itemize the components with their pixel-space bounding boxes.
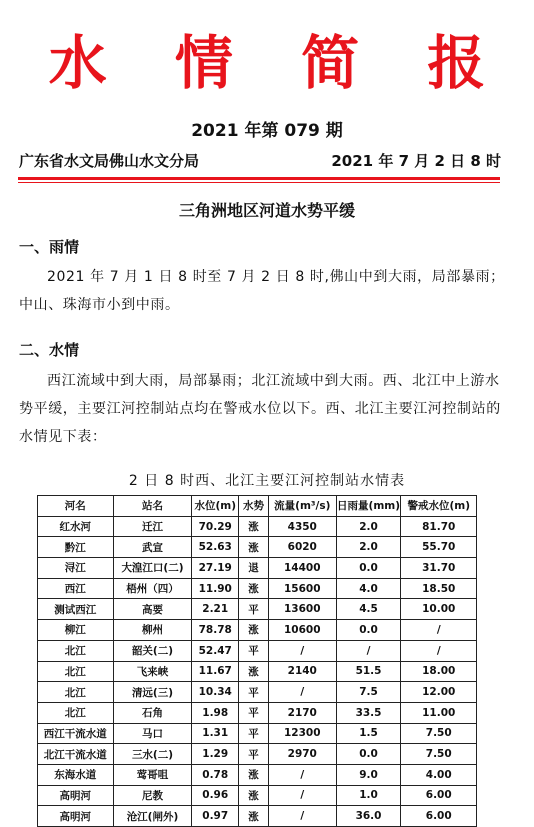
discharge-cell: 2970 xyxy=(268,744,336,765)
warning-level-cell: 10.00 xyxy=(401,599,477,620)
rainfall-cell: 51.5 xyxy=(336,661,401,682)
warning-level-cell: 12.00 xyxy=(401,682,477,703)
discharge-cell: 4350 xyxy=(268,516,336,537)
station-cell: 尼教 xyxy=(113,785,192,806)
table-row xyxy=(38,764,477,785)
bulletin-title: 水 情 简 报 xyxy=(48,29,510,97)
trend-cell: 涨 xyxy=(238,806,268,827)
water-level-cell: 70.29 xyxy=(192,516,238,537)
station-cell: 清远(三) xyxy=(113,682,192,703)
rainfall-cell: / xyxy=(336,640,401,661)
station-cell: 莺哥咀 xyxy=(113,764,192,785)
issuing-agency: 广东省水文局佛山水文分局 xyxy=(19,152,200,170)
warning-level-cell: 55.70 xyxy=(401,537,477,558)
discharge-cell: / xyxy=(268,806,336,827)
issue-number: 2021 年第 079 期 xyxy=(191,121,343,141)
station-cell: 韶关(二) xyxy=(113,640,192,661)
station-cell: 飞来峡 xyxy=(113,661,192,682)
trend-cell: 平 xyxy=(238,744,268,765)
water-level-cell: 0.97 xyxy=(192,806,238,827)
trend-cell: 涨 xyxy=(238,620,268,641)
rainfall-cell: 2.0 xyxy=(336,516,401,537)
table-caption: 2 日 8 时西、北江主要江河控制站水情表 xyxy=(128,473,406,489)
trend-cell: 涨 xyxy=(238,578,268,599)
warning-level-cell: 81.70 xyxy=(401,516,477,537)
river-cell: 北江 xyxy=(38,702,114,723)
rainfall-cell: 7.5 xyxy=(336,682,401,703)
station-cell: 柳州 xyxy=(113,620,192,641)
table-row xyxy=(38,785,477,806)
col-header-rainfall: 日雨量(mm) xyxy=(336,496,401,517)
col-header-station: 站名 xyxy=(113,496,192,517)
trend-cell: 平 xyxy=(238,723,268,744)
river-cell: 东海水道 xyxy=(38,764,114,785)
river-cell: 高明河 xyxy=(38,806,114,827)
table-row xyxy=(38,558,477,579)
warning-level-cell: 4.00 xyxy=(401,764,477,785)
rain-section-heading: 一、雨情 xyxy=(19,238,80,256)
warning-level-cell: / xyxy=(401,620,477,641)
trend-cell: 涨 xyxy=(238,516,268,537)
rainfall-cell: 36.0 xyxy=(336,806,401,827)
table-row xyxy=(38,620,477,641)
discharge-cell: / xyxy=(268,682,336,703)
col-header-river: 河名 xyxy=(38,496,114,517)
discharge-cell: 13600 xyxy=(268,599,336,620)
rainfall-cell: 33.5 xyxy=(336,702,401,723)
discharge-cell: 2170 xyxy=(268,702,336,723)
table-row xyxy=(38,578,477,599)
rainfall-cell: 0.0 xyxy=(336,558,401,579)
trend-cell: 涨 xyxy=(238,764,268,785)
rainfall-cell: 1.5 xyxy=(336,723,401,744)
trend-cell: 涨 xyxy=(238,661,268,682)
river-cell: 西江干流水道 xyxy=(38,723,114,744)
warning-level-cell: 18.50 xyxy=(401,578,477,599)
discharge-cell: 10600 xyxy=(268,620,336,641)
warning-level-cell: 31.70 xyxy=(401,558,477,579)
hydrology-table xyxy=(37,495,477,827)
trend-cell: 涨 xyxy=(238,537,268,558)
station-cell: 梧州（四） xyxy=(113,578,192,599)
water-level-cell: 52.47 xyxy=(192,640,238,661)
station-cell: 大湟江口(二) xyxy=(113,558,192,579)
water-level-cell: 52.63 xyxy=(192,537,238,558)
station-cell: 沧江(闸外) xyxy=(113,806,192,827)
headline: 三角洲地区河道水势平缓 xyxy=(178,201,355,220)
col-header-trend: 水势 xyxy=(238,496,268,517)
river-cell: 北江 xyxy=(38,682,114,703)
river-cell: 浔江 xyxy=(38,558,114,579)
table-row xyxy=(38,599,477,620)
trend-cell: 涨 xyxy=(238,785,268,806)
table-row xyxy=(38,661,477,682)
station-cell: 三水(二) xyxy=(113,744,192,765)
rainfall-cell: 0.0 xyxy=(336,744,401,765)
trend-cell: 退 xyxy=(238,558,268,579)
water-level-cell: 10.34 xyxy=(192,682,238,703)
discharge-cell: 15600 xyxy=(268,578,336,599)
water-section-text: 西江流域中到大雨，局部暴雨；北江流域中到大雨。西、北江中上游水势平缓，主要江河控制站点均在警戒水位以下。西、北江主要江河控制站的水情见下表： xyxy=(19,373,501,445)
station-cell: 武宣 xyxy=(113,537,192,558)
issue-datetime: 2021 年 7 月 2 日 8 时 xyxy=(331,152,501,170)
discharge-cell: / xyxy=(268,764,336,785)
discharge-cell: / xyxy=(268,640,336,661)
warning-level-cell: 6.00 xyxy=(401,785,477,806)
col-header-warning-level: 警戒水位(m) xyxy=(401,496,477,517)
river-cell: 高明河 xyxy=(38,785,114,806)
discharge-cell: 2140 xyxy=(268,661,336,682)
water-level-cell: 1.98 xyxy=(192,702,238,723)
water-level-cell: 11.90 xyxy=(192,578,238,599)
warning-level-cell: / xyxy=(401,640,477,661)
water-section-heading: 二、水情 xyxy=(19,341,80,359)
table-row xyxy=(38,723,477,744)
rainfall-cell: 0.0 xyxy=(336,620,401,641)
warning-level-cell: 6.00 xyxy=(401,806,477,827)
rainfall-cell: 1.0 xyxy=(336,785,401,806)
water-level-cell: 2.21 xyxy=(192,599,238,620)
trend-cell: 平 xyxy=(238,702,268,723)
table-row xyxy=(38,516,477,537)
river-cell: 黔江 xyxy=(38,537,114,558)
table-row xyxy=(38,702,477,723)
table-row xyxy=(38,537,477,558)
water-level-cell: 0.78 xyxy=(192,764,238,785)
table-row xyxy=(38,682,477,703)
header-divider-thick xyxy=(18,177,500,180)
rainfall-cell: 4.0 xyxy=(336,578,401,599)
table-row xyxy=(38,640,477,661)
water-level-cell: 11.67 xyxy=(192,661,238,682)
water-level-cell: 1.31 xyxy=(192,723,238,744)
warning-level-cell: 11.00 xyxy=(401,702,477,723)
discharge-cell: 12300 xyxy=(268,723,336,744)
rainfall-cell: 4.5 xyxy=(336,599,401,620)
river-cell: 红水河 xyxy=(38,516,114,537)
river-cell: 北江 xyxy=(38,640,114,661)
col-header-discharge: 流量(m³/s) xyxy=(268,496,336,517)
table-header-row xyxy=(38,496,477,517)
trend-cell: 平 xyxy=(238,640,268,661)
river-cell: 北江干流水道 xyxy=(38,744,114,765)
warning-level-cell: 7.50 xyxy=(401,723,477,744)
warning-level-cell: 18.00 xyxy=(401,661,477,682)
header-divider-thin xyxy=(18,182,500,183)
rainfall-cell: 9.0 xyxy=(336,764,401,785)
discharge-cell: 6020 xyxy=(268,537,336,558)
table-row xyxy=(38,806,477,827)
river-cell: 北江 xyxy=(38,661,114,682)
river-cell: 柳江 xyxy=(38,620,114,641)
discharge-cell: / xyxy=(268,785,336,806)
table-row xyxy=(38,744,477,765)
station-cell: 马口 xyxy=(113,723,192,744)
water-level-cell: 0.96 xyxy=(192,785,238,806)
discharge-cell: 14400 xyxy=(268,558,336,579)
rain-section-text: 2021 年 7 月 1 日 8 时至 7 月 2 日 8 时,佛山中到大雨，局部暴雨；中山、珠海市小到中雨。 xyxy=(19,269,505,313)
station-cell: 高要 xyxy=(113,599,192,620)
river-cell: 西江 xyxy=(38,578,114,599)
water-level-cell: 1.29 xyxy=(192,744,238,765)
trend-cell: 平 xyxy=(238,599,268,620)
station-cell: 迁江 xyxy=(113,516,192,537)
water-level-cell: 27.19 xyxy=(192,558,238,579)
rainfall-cell: 2.0 xyxy=(336,537,401,558)
station-cell: 石角 xyxy=(113,702,192,723)
trend-cell: 平 xyxy=(238,682,268,703)
water-level-cell: 78.78 xyxy=(192,620,238,641)
river-cell: 测试西江 xyxy=(38,599,114,620)
col-header-water-level: 水位(m) xyxy=(192,496,238,517)
warning-level-cell: 7.50 xyxy=(401,744,477,765)
